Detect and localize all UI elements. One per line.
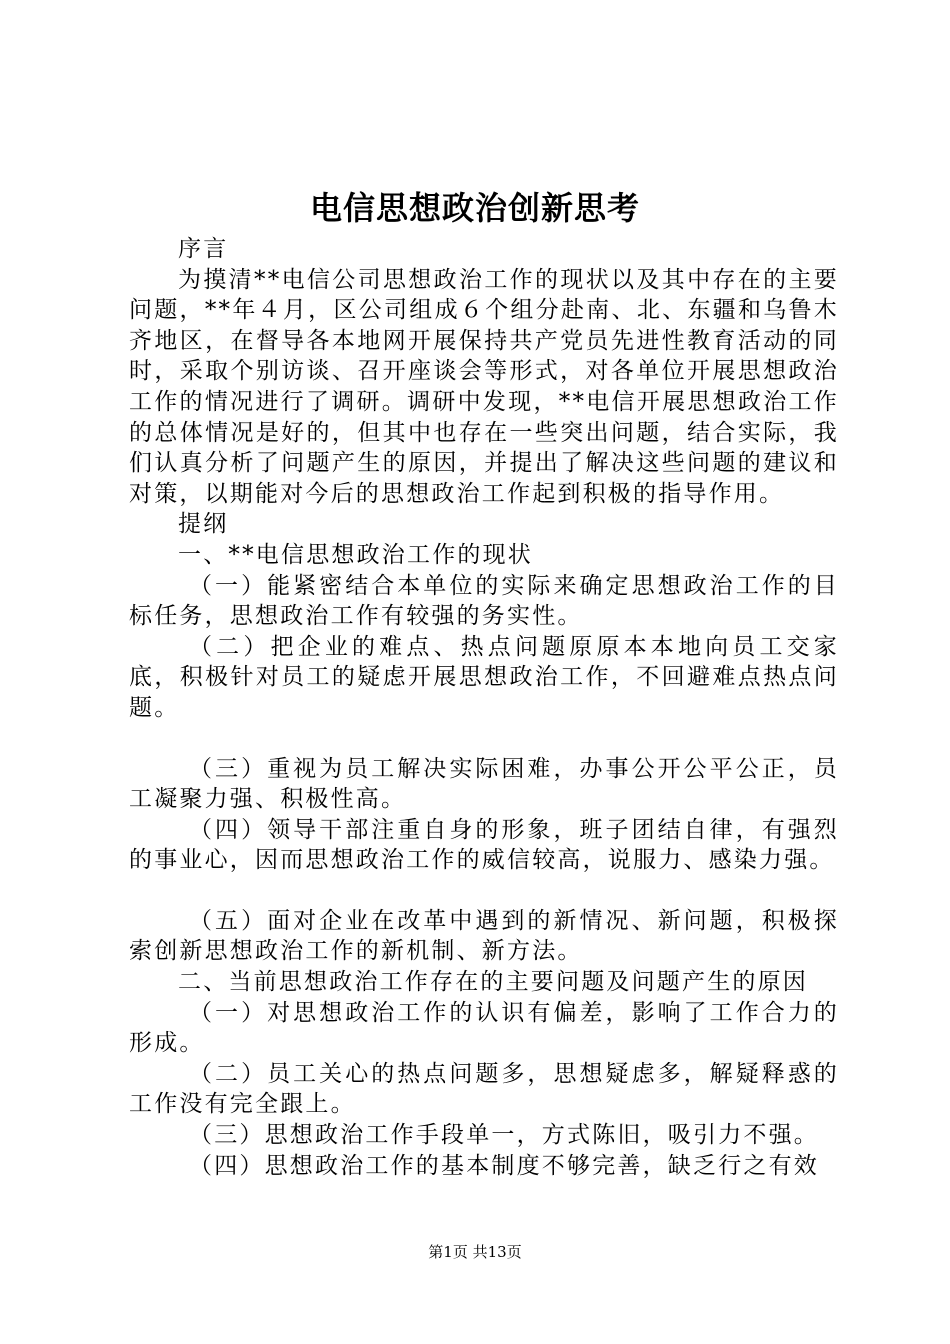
paragraph-preface: 为摸清**电信公司思想政治工作的现状以及其中存在的主要问题，**年４月，区公司组成６个组分赴南、北、东疆和乌鲁木齐地区，在督导各本地网开展保持共产党员先进性教育活动的同时，采取个别访谈、召开座谈会等形式，对各单位开展思想政治工作的情况进行了调研。调研中发现，**电信开展思想政治工作的总体情况是好的，但其中也存在一些突出问题，结合实际，我们认真分析了问题产生的原因，并提出了解决这些问题的建议和对策，以期能对今后的思想政治工作起到积极的指导作用。 [129,266,839,507]
paragraph-item-1-5: （五）面对企业在改革中遇到的新情况、新问题，积极探索创新思想政治工作的新机制、新方法。 [129,907,839,965]
paragraph-section-1-heading: 一、**电信思想政治工作的现状 [178,541,533,568]
paragraph-preface-heading: 序言 [178,236,229,262]
paragraph-item-1-4: （四）领导干部注重自身的形象，班子团结自律，有强烈的事业心，因而思想政治工作的威信较高，说服力、感染力强。 [129,816,839,874]
document-body [129,234,839,1181]
page-footer: 第1页 共13页 [428,1243,522,1261]
paragraph-item-2-1: （一）对思想政治工作的认识有偏差，影响了工作合力的形成。 [129,999,839,1057]
paragraph-item-2-3: （三）思想政治工作手段单一，方式陈旧，吸引力不强。 [189,1122,819,1149]
paragraph-item-2-4: （四）思想政治工作的基本制度不够完善，缺乏行之有效 [189,1152,819,1179]
paragraph-item-1-3: （三）重视为员工解决实际困难，办事公开公平公正，员工凝聚力强、积极性高。 [129,755,839,813]
paragraph-item-2-2: （二）员工关心的热点问题多，思想疑虑多，解疑释惑的工作没有完全跟上。 [129,1060,839,1118]
document-title: 电信思想政治创新思考 [309,189,640,227]
paragraph-outline-heading: 提纲 [178,511,229,538]
paragraph-item-1-2: （二）把企业的难点、热点问题原原本本地向员工交家底，积极针对员工的疑虑开展思想政治工作，不回避难点热点问题。 [129,633,839,721]
paragraph-section-2-heading: 二、当前思想政治工作存在的主要问题及问题产生的原因 [178,969,808,996]
paragraph-item-1-1: （一）能紧密结合本单位的实际来确定思想政治工作的目标任务，思想政治工作有较强的务实性。 [129,572,839,630]
